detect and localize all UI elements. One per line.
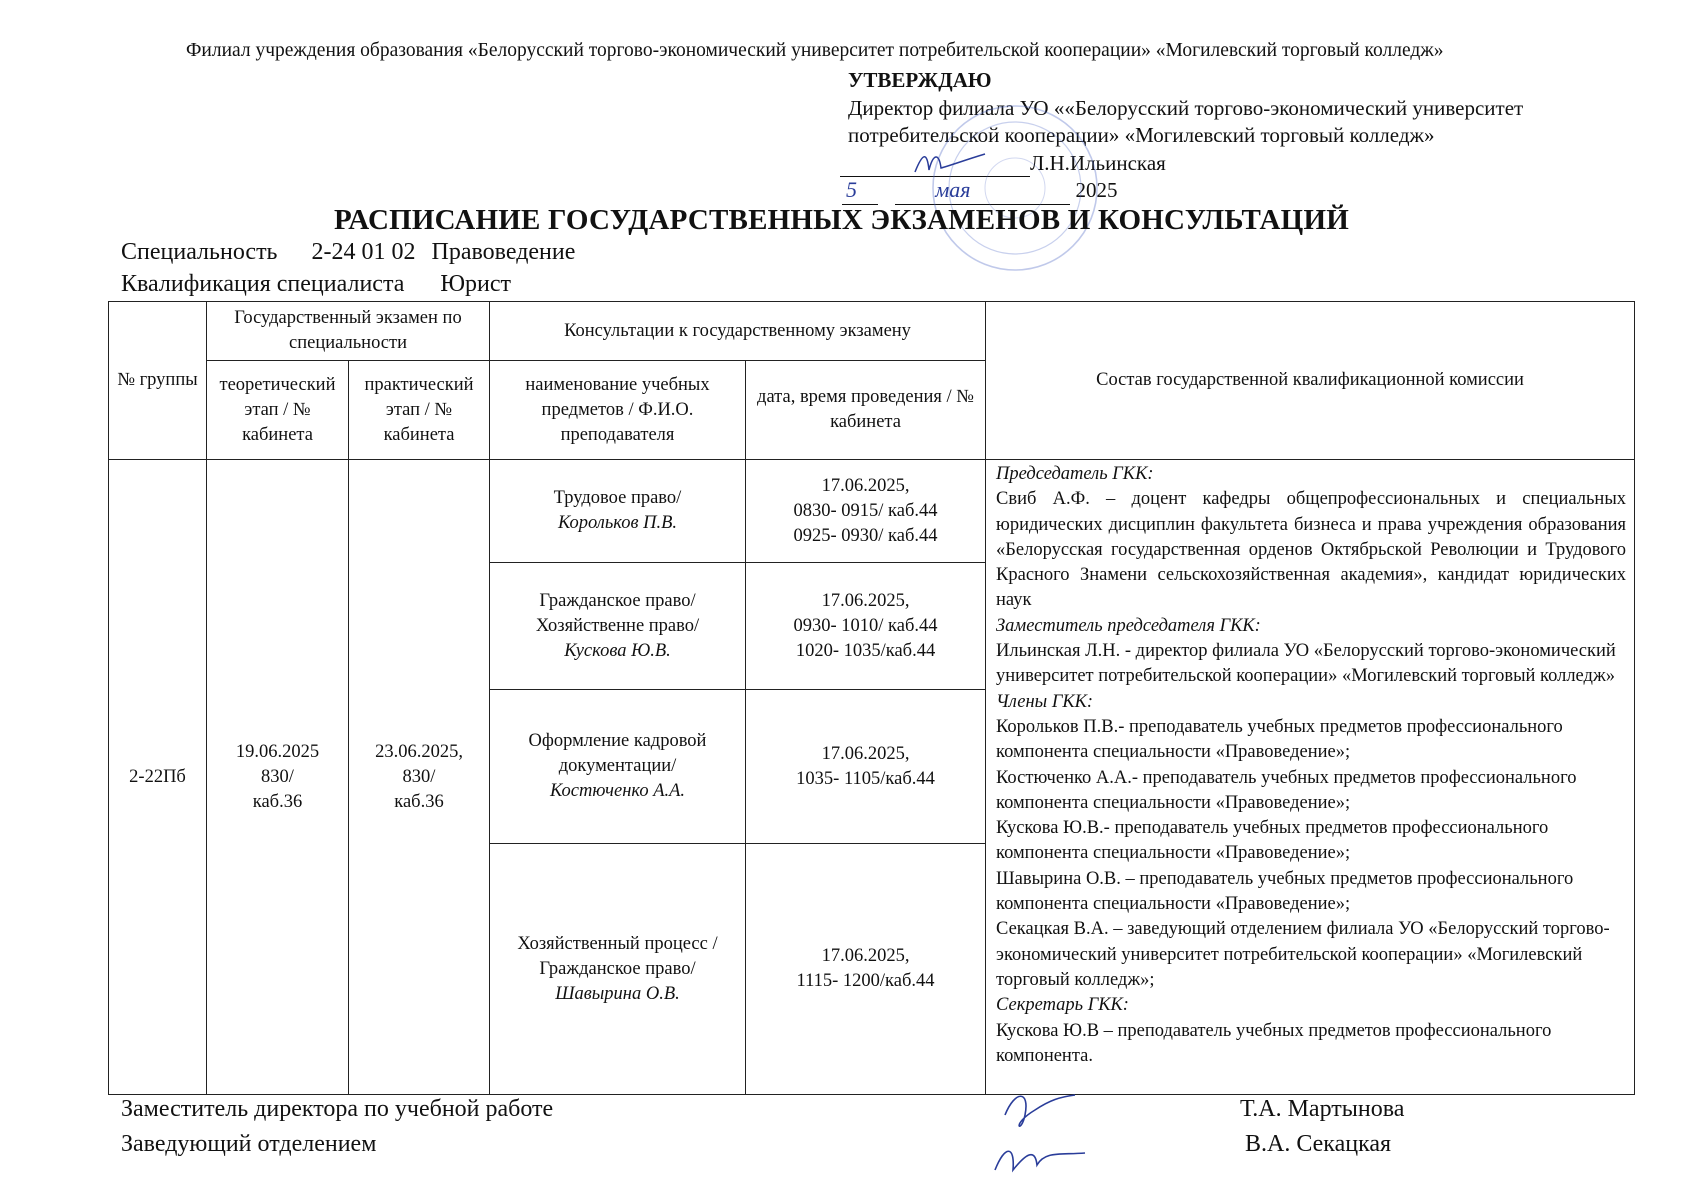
theory-time: 830/ bbox=[261, 766, 294, 787]
department-head-title: Заведующий отделением bbox=[121, 1131, 377, 1157]
specialty-code: 2-24 01 02 bbox=[311, 239, 416, 265]
practice-stage-cell bbox=[349, 460, 490, 1095]
consultation-date: 17.06.2025, bbox=[821, 590, 910, 611]
qualification-label: Квалификация специалиста bbox=[121, 271, 405, 297]
subject-name: Оформление кадровой документации/ bbox=[528, 731, 707, 776]
commission-cell bbox=[986, 460, 1635, 1095]
header-subjects: наименование учебных предметов / Ф.И.О. преподавателя bbox=[490, 361, 746, 460]
chair-label: Председатель ГКК: bbox=[996, 464, 1154, 484]
member-item: Секацкая В.А. – заведующий отделением филиала УО «Белорусский торгово-экономический университет потребительской кооперации» «Могилевский торговый колледж»; bbox=[996, 919, 1610, 990]
qualification-line bbox=[121, 271, 511, 298]
member-item: Костюченко А.А.- преподаватель учебных предметов профессионального компонента специальности «Правоведение»; bbox=[996, 767, 1577, 813]
schedule-table bbox=[108, 301, 1635, 1095]
consultation-subject bbox=[490, 690, 746, 844]
director-signature bbox=[905, 148, 995, 178]
page-title: РАСПИСАНИЕ ГОСУДАРСТВЕННЫХ ЭКЗАМЕНОВ И КОНСУЛЬТАЦИЙ bbox=[334, 204, 1349, 236]
header-datetime: дата, время проведения / № кабинета bbox=[746, 361, 986, 460]
consultation-time-2: 1020- 1035/каб.44 bbox=[795, 640, 936, 661]
header-theory-stage: теоретический этап / № кабинета bbox=[207, 361, 349, 460]
date-day-field bbox=[842, 177, 878, 205]
approval-signer: Л.Н.Ильинская bbox=[1030, 150, 1166, 175]
member-item: Кускова Ю.В.- преподаватель учебных предметов профессионального компонента специальности «Правоведение»; bbox=[996, 818, 1549, 864]
consultation-date: 17.06.2025, bbox=[821, 946, 910, 966]
deputy-label: Заместитель председателя ГКК: bbox=[996, 615, 1261, 636]
subject-name: Хозяйственный процесс / Гражданское право/ bbox=[517, 933, 718, 979]
members-label: Члены ГКК: bbox=[996, 691, 1094, 712]
member-item: Шавырина О.В. – преподаватель учебных предметов профессионального компонента специальности «Правоведение»; bbox=[996, 868, 1574, 915]
teacher-name: Шавырина О.В. bbox=[555, 983, 680, 1004]
deputy-director-title: Заместитель директора по учебной работе bbox=[121, 1096, 554, 1122]
consultation-datetime bbox=[746, 844, 986, 1095]
practice-time: 830/ bbox=[402, 766, 436, 787]
qualification-value: Юрист bbox=[440, 271, 512, 297]
practice-room: каб.36 bbox=[394, 791, 444, 812]
subject-name: Трудовое право/ bbox=[553, 488, 682, 508]
secretary-text: Кускова Ю.В – преподаватель учебных предметов профессионального компонента. bbox=[996, 1020, 1552, 1066]
approval-line-1: Директор филиала УО ««Белорусский торгово-экономический университет bbox=[848, 95, 1524, 120]
header-consultations: Консультации к государственному экзамену bbox=[490, 302, 986, 361]
department-head-name: В.А. Секацкая bbox=[1245, 1131, 1392, 1157]
handwritten-signatures bbox=[975, 1085, 1095, 1190]
secretary-label: Секретарь ГКК: bbox=[996, 995, 1129, 1016]
header-state-exam: Государственный экзамен по специальности bbox=[207, 302, 490, 361]
consultation-datetime bbox=[746, 460, 986, 563]
chair-text: Свиб А.Ф. – доцент кафедры общепрофессиональных и специальных юридических дисциплин факультета бизнеса и права учреждения образования «Белорусская государственная орденов Октябрьской Революции и Трудового Красного Знамени сельскохозяйственная академия», кандидат юридических наук bbox=[996, 489, 1627, 611]
consultation-subject bbox=[490, 844, 746, 1095]
teacher-name: Костюченко А.А. bbox=[549, 781, 686, 801]
header-practice-stage: практический этап / № кабинета bbox=[349, 361, 490, 460]
consultation-time-2: 0925- 0930/ каб.44 bbox=[793, 525, 938, 546]
date-year: 2025 bbox=[1075, 178, 1118, 202]
consultation-datetime bbox=[746, 690, 986, 844]
specialty-line bbox=[121, 239, 575, 266]
consultation-date: 17.06.2025, bbox=[821, 475, 910, 496]
approval-title: УТВЕРЖДАЮ bbox=[848, 68, 992, 92]
theory-room: каб.36 bbox=[252, 791, 303, 812]
header-group-number: № группы bbox=[109, 302, 207, 460]
practice-date: 23.06.2025, bbox=[375, 741, 463, 762]
consultation-subject bbox=[490, 460, 746, 563]
consultation-time-1: 1035- 1105/каб.44 bbox=[796, 768, 935, 789]
consultation-time-1: 1115- 1200/каб.44 bbox=[796, 971, 935, 991]
consultation-datetime bbox=[746, 563, 986, 690]
date-day: 5 bbox=[846, 177, 857, 202]
teacher-name: Корольков П.В. bbox=[557, 513, 678, 533]
institution-header: Филиал учреждения образования «Белорусский торгово-экономический университет потребительской кооперации» «Могилевский торговый колледж» bbox=[186, 40, 1444, 61]
consultation-date: 17.06.2025, bbox=[821, 743, 910, 764]
group-number: 2-22Пб bbox=[109, 460, 207, 1095]
consultation-time-1: 0930- 1010/ каб.44 bbox=[793, 615, 938, 636]
teacher-name: Кускова Ю.В. bbox=[564, 640, 671, 661]
header-commission: Состав государственной квалификационной комиссии bbox=[986, 302, 1635, 460]
consultation-subject bbox=[490, 563, 746, 690]
member-item: Корольков П.В.- преподаватель учебных предметов профессионального компонента специальности «Правоведение»; bbox=[996, 716, 1563, 763]
consultation-time-1: 0830- 0915/ каб.44 bbox=[793, 500, 938, 521]
subject-name: Гражданское право/ Хозяйственне право/ bbox=[535, 590, 700, 636]
specialty-label: Специальность bbox=[121, 239, 278, 265]
official-stamp bbox=[915, 98, 1115, 278]
deputy-director-name: Т.А. Мартынова bbox=[1240, 1096, 1405, 1122]
specialty-name: Правоведение bbox=[431, 239, 576, 265]
deputy-text: Ильинская Л.Н. - директор филиала УО «Белорусский торгово-экономический университет потребительской кооперации» «Могилевский торговый колледж» bbox=[996, 641, 1616, 687]
theory-stage-cell bbox=[207, 460, 349, 1095]
date-month: мая bbox=[935, 177, 971, 202]
approval-line-2: потребительской кооперации» «Могилевский торговый колледж» bbox=[848, 123, 1435, 147]
theory-date: 19.06.2025 bbox=[235, 741, 320, 762]
